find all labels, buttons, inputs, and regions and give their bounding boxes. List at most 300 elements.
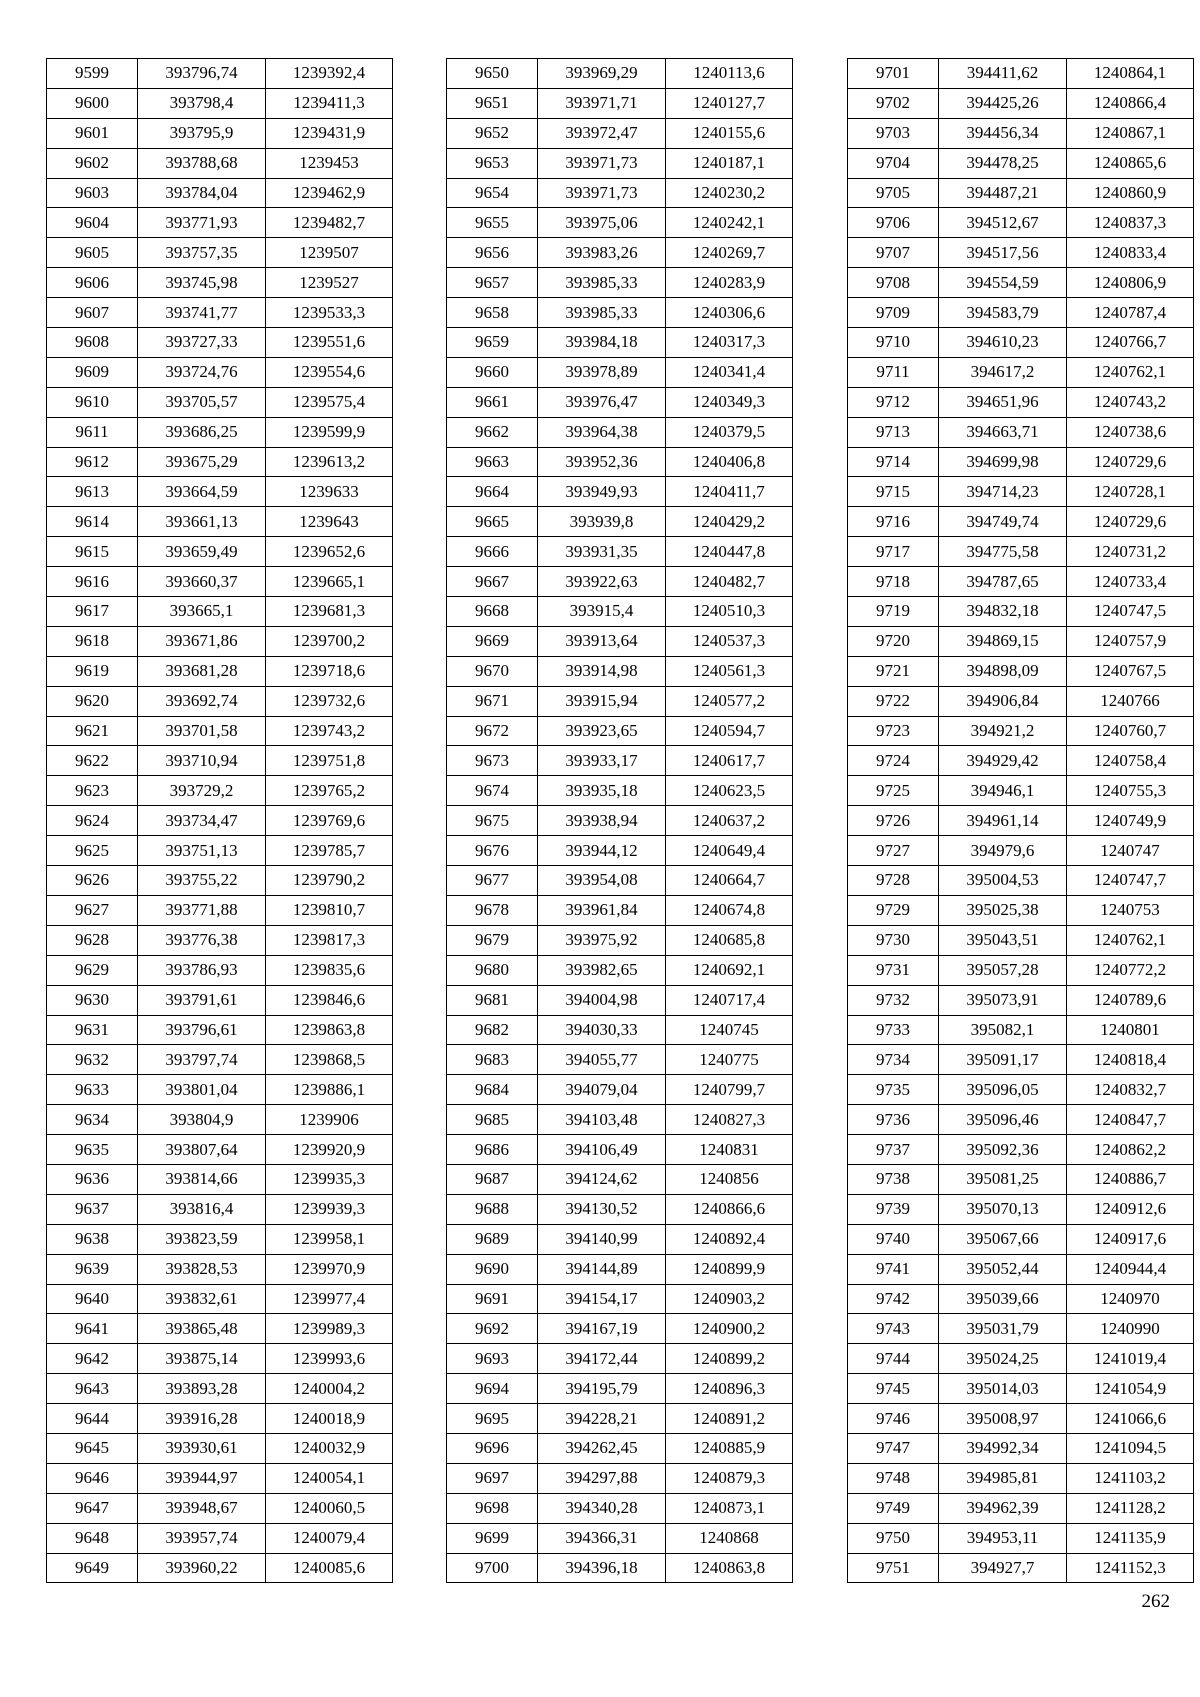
x-coordinate-cell: 394195,79 [538, 1374, 666, 1404]
table-row [47, 1374, 393, 1404]
point-number-cell: 9657 [447, 268, 538, 298]
table-row [47, 1224, 393, 1254]
point-number-cell: 9687 [447, 1164, 538, 1194]
point-number-cell: 9654 [447, 178, 538, 208]
table-row [848, 626, 1194, 656]
y-coordinate-cell: 1240537,3 [666, 626, 793, 656]
y-coordinate-cell: 1241128,2 [1067, 1493, 1194, 1523]
x-coordinate-cell: 394832,18 [939, 597, 1067, 627]
point-number-cell: 9743 [848, 1314, 939, 1344]
y-coordinate-cell: 1240885,9 [666, 1433, 793, 1463]
table-row [848, 925, 1194, 955]
y-coordinate-cell: 1240269,7 [666, 238, 793, 268]
point-number-cell: 9688 [447, 1194, 538, 1224]
x-coordinate-cell: 394004,98 [538, 985, 666, 1015]
table-row [848, 656, 1194, 686]
y-coordinate-cell: 1240900,2 [666, 1314, 793, 1344]
x-coordinate-cell: 393985,33 [538, 298, 666, 328]
point-number-cell: 9744 [848, 1344, 939, 1374]
y-coordinate-cell: 1239935,3 [266, 1164, 393, 1194]
table-row [447, 1284, 793, 1314]
point-number-cell: 9656 [447, 238, 538, 268]
table-row [47, 59, 393, 89]
x-coordinate-cell: 393675,29 [138, 447, 266, 477]
y-coordinate-cell: 1241135,9 [1067, 1523, 1194, 1553]
point-number-cell: 9601 [47, 118, 138, 148]
y-coordinate-cell: 1240892,4 [666, 1224, 793, 1254]
x-coordinate-cell: 393960,22 [138, 1553, 266, 1583]
y-coordinate-cell: 1239527 [266, 268, 393, 298]
y-coordinate-cell: 1239482,7 [266, 208, 393, 238]
point-number-cell: 9694 [447, 1374, 538, 1404]
y-coordinate-cell: 1240767,5 [1067, 656, 1194, 686]
x-coordinate-cell: 393796,61 [138, 1015, 266, 1045]
point-number-cell: 9663 [447, 447, 538, 477]
y-coordinate-cell: 1240728,1 [1067, 477, 1194, 507]
table-row [848, 507, 1194, 537]
x-coordinate-cell: 393804,9 [138, 1105, 266, 1135]
y-coordinate-cell: 1241103,2 [1067, 1463, 1194, 1493]
table-row [47, 1284, 393, 1314]
y-coordinate-cell: 1240685,8 [666, 925, 793, 955]
table-row [848, 59, 1194, 89]
y-coordinate-cell: 1240747 [1067, 836, 1194, 866]
table-row [447, 776, 793, 806]
y-coordinate-cell: 1239906 [266, 1105, 393, 1135]
y-coordinate-cell: 1239652,6 [266, 537, 393, 567]
x-coordinate-cell: 393944,97 [138, 1463, 266, 1493]
point-number-cell: 9697 [447, 1463, 538, 1493]
x-coordinate-cell: 393935,18 [538, 776, 666, 806]
table-row [447, 1433, 793, 1463]
x-coordinate-cell: 395024,25 [939, 1344, 1067, 1374]
table-row [848, 537, 1194, 567]
y-coordinate-cell: 1239681,3 [266, 597, 393, 627]
y-coordinate-cell: 1240944,4 [1067, 1254, 1194, 1284]
table-row [447, 1075, 793, 1105]
point-number-cell: 9713 [848, 417, 939, 447]
point-number-cell: 9653 [447, 148, 538, 178]
point-number-cell: 9622 [47, 746, 138, 776]
point-number-cell: 9662 [447, 417, 538, 447]
point-number-cell: 9745 [848, 1374, 939, 1404]
table-row [848, 1344, 1194, 1374]
table-row [447, 597, 793, 627]
table-row [447, 507, 793, 537]
point-number-cell: 9645 [47, 1433, 138, 1463]
y-coordinate-cell: 1240801 [1067, 1015, 1194, 1045]
point-number-cell: 9741 [848, 1254, 939, 1284]
y-coordinate-cell: 1240866,4 [1067, 88, 1194, 118]
y-coordinate-cell: 1239868,5 [266, 1045, 393, 1075]
x-coordinate-cell: 394554,59 [939, 268, 1067, 298]
y-coordinate-cell: 1240447,8 [666, 537, 793, 567]
point-number-cell: 9630 [47, 985, 138, 1015]
table-row [447, 1194, 793, 1224]
y-coordinate-cell: 1239863,8 [266, 1015, 393, 1045]
y-coordinate-cell: 1239970,9 [266, 1254, 393, 1284]
y-coordinate-cell: 1240903,2 [666, 1284, 793, 1314]
y-coordinate-cell: 1239886,1 [266, 1075, 393, 1105]
table-row [47, 208, 393, 238]
table-row [47, 178, 393, 208]
coordinate-table-body [447, 59, 793, 1583]
x-coordinate-cell: 394425,26 [939, 88, 1067, 118]
point-number-cell: 9701 [848, 59, 939, 89]
x-coordinate-cell: 393971,73 [538, 148, 666, 178]
y-coordinate-cell: 1240738,6 [1067, 417, 1194, 447]
x-coordinate-cell: 393832,61 [138, 1284, 266, 1314]
x-coordinate-cell: 393984,18 [538, 328, 666, 358]
table-row [848, 208, 1194, 238]
x-coordinate-cell: 393922,63 [538, 567, 666, 597]
y-coordinate-cell: 1239665,1 [266, 567, 393, 597]
point-number-cell: 9632 [47, 1045, 138, 1075]
x-coordinate-cell: 394130,52 [538, 1194, 666, 1224]
table-row [447, 656, 793, 686]
table-row [447, 447, 793, 477]
point-number-cell: 9669 [447, 626, 538, 656]
y-coordinate-cell: 1240886,7 [1067, 1164, 1194, 1194]
y-coordinate-cell: 1239554,6 [266, 357, 393, 387]
y-coordinate-cell: 1240032,9 [266, 1433, 393, 1463]
point-number-cell: 9695 [447, 1404, 538, 1434]
x-coordinate-cell: 393931,35 [538, 537, 666, 567]
point-number-cell: 9637 [47, 1194, 138, 1224]
point-number-cell: 9610 [47, 387, 138, 417]
table-row [848, 1374, 1194, 1404]
y-coordinate-cell: 1240899,9 [666, 1254, 793, 1284]
x-coordinate-cell: 393915,94 [538, 686, 666, 716]
y-coordinate-cell: 1240867,1 [1067, 118, 1194, 148]
x-coordinate-cell: 394663,71 [939, 417, 1067, 447]
x-coordinate-cell: 395081,25 [939, 1164, 1067, 1194]
table-row [848, 1523, 1194, 1553]
table-row [47, 985, 393, 1015]
table-row [47, 925, 393, 955]
table-row [47, 1344, 393, 1374]
table-row [848, 1224, 1194, 1254]
x-coordinate-cell: 394992,34 [939, 1433, 1067, 1463]
point-number-cell: 9641 [47, 1314, 138, 1344]
y-coordinate-cell: 1240060,5 [266, 1493, 393, 1523]
y-coordinate-cell: 1240747,5 [1067, 597, 1194, 627]
table-row [447, 1045, 793, 1075]
table-row [447, 866, 793, 896]
y-coordinate-cell: 1240832,7 [1067, 1075, 1194, 1105]
y-coordinate-cell: 1240729,6 [1067, 447, 1194, 477]
table-row [447, 118, 793, 148]
x-coordinate-cell: 393757,35 [138, 238, 266, 268]
x-coordinate-cell: 394961,14 [939, 806, 1067, 836]
point-number-cell: 9704 [848, 148, 939, 178]
table-row [848, 1075, 1194, 1105]
x-coordinate-cell: 395052,44 [939, 1254, 1067, 1284]
table-row [447, 1015, 793, 1045]
point-number-cell: 9749 [848, 1493, 939, 1523]
table-row [447, 178, 793, 208]
table-row [848, 776, 1194, 806]
point-number-cell: 9648 [47, 1523, 138, 1553]
table-row [47, 955, 393, 985]
y-coordinate-cell: 1240674,8 [666, 895, 793, 925]
x-coordinate-cell: 393741,77 [138, 298, 266, 328]
x-coordinate-cell: 394340,28 [538, 1493, 666, 1523]
table-row [447, 477, 793, 507]
x-coordinate-cell: 393681,28 [138, 656, 266, 686]
x-coordinate-cell: 393964,38 [538, 417, 666, 447]
x-coordinate-cell: 393914,98 [538, 656, 666, 686]
point-number-cell: 9676 [447, 836, 538, 866]
table-row [47, 1553, 393, 1583]
table-row [848, 1164, 1194, 1194]
x-coordinate-cell: 394583,79 [939, 298, 1067, 328]
table-row [47, 1314, 393, 1344]
point-number-cell: 9633 [47, 1075, 138, 1105]
y-coordinate-cell: 1239835,6 [266, 955, 393, 985]
table-row [447, 1164, 793, 1194]
table-row [47, 118, 393, 148]
point-number-cell: 9607 [47, 298, 138, 328]
point-number-cell: 9619 [47, 656, 138, 686]
x-coordinate-cell: 393971,71 [538, 88, 666, 118]
point-number-cell: 9698 [447, 1493, 538, 1523]
point-number-cell: 9634 [47, 1105, 138, 1135]
x-coordinate-cell: 393771,88 [138, 895, 266, 925]
y-coordinate-cell: 1240766 [1067, 686, 1194, 716]
x-coordinate-cell: 393913,64 [538, 626, 666, 656]
x-coordinate-cell: 395082,1 [939, 1015, 1067, 1045]
x-coordinate-cell: 393724,76 [138, 357, 266, 387]
point-number-cell: 9606 [47, 268, 138, 298]
y-coordinate-cell: 1240747,7 [1067, 866, 1194, 896]
x-coordinate-cell: 393923,65 [538, 716, 666, 746]
x-coordinate-cell: 393975,92 [538, 925, 666, 955]
point-number-cell: 9679 [447, 925, 538, 955]
table-row [848, 1433, 1194, 1463]
table-row [848, 1493, 1194, 1523]
x-coordinate-cell: 394953,11 [939, 1523, 1067, 1553]
coordinate-table-2 [446, 58, 793, 1583]
point-number-cell: 9738 [848, 1164, 939, 1194]
y-coordinate-cell: 1240799,7 [666, 1075, 793, 1105]
table-row [447, 1254, 793, 1284]
y-coordinate-cell: 1240054,1 [266, 1463, 393, 1493]
table-row [447, 1493, 793, 1523]
x-coordinate-cell: 395096,05 [939, 1075, 1067, 1105]
x-coordinate-cell: 393661,13 [138, 507, 266, 537]
point-number-cell: 9721 [848, 656, 939, 686]
x-coordinate-cell: 393949,93 [538, 477, 666, 507]
y-coordinate-cell: 1240230,2 [666, 178, 793, 208]
table-row [447, 836, 793, 866]
point-number-cell: 9628 [47, 925, 138, 955]
point-number-cell: 9720 [848, 626, 939, 656]
y-coordinate-cell: 1240749,9 [1067, 806, 1194, 836]
table-row [447, 1404, 793, 1434]
table-row [47, 507, 393, 537]
y-coordinate-cell: 1239507 [266, 238, 393, 268]
x-coordinate-cell: 393893,28 [138, 1374, 266, 1404]
point-number-cell: 9715 [848, 477, 939, 507]
x-coordinate-cell: 394946,1 [939, 776, 1067, 806]
y-coordinate-cell: 1240831 [666, 1135, 793, 1165]
point-number-cell: 9735 [848, 1075, 939, 1105]
x-coordinate-cell: 394297,88 [538, 1463, 666, 1493]
x-coordinate-cell: 393727,33 [138, 328, 266, 358]
point-number-cell: 9667 [447, 567, 538, 597]
y-coordinate-cell: 1240018,9 [266, 1404, 393, 1434]
point-number-cell: 9726 [848, 806, 939, 836]
x-coordinate-cell: 394979,6 [939, 836, 1067, 866]
table-row [47, 537, 393, 567]
x-coordinate-cell: 394124,62 [538, 1164, 666, 1194]
x-coordinate-cell: 393801,04 [138, 1075, 266, 1105]
table-row [848, 985, 1194, 1015]
y-coordinate-cell: 1240745 [666, 1015, 793, 1045]
y-coordinate-cell: 1240577,2 [666, 686, 793, 716]
y-coordinate-cell: 1240755,3 [1067, 776, 1194, 806]
x-coordinate-cell: 393659,49 [138, 537, 266, 567]
y-coordinate-cell: 1239453 [266, 148, 393, 178]
y-coordinate-cell: 1239920,9 [266, 1135, 393, 1165]
x-coordinate-cell: 394154,17 [538, 1284, 666, 1314]
point-number-cell: 9750 [848, 1523, 939, 1553]
y-coordinate-cell: 1239533,3 [266, 298, 393, 328]
y-coordinate-cell: 1240847,7 [1067, 1105, 1194, 1135]
point-number-cell: 9664 [447, 477, 538, 507]
table-row [47, 1194, 393, 1224]
x-coordinate-cell: 394396,18 [538, 1553, 666, 1583]
table-row [447, 208, 793, 238]
y-coordinate-cell: 1239977,4 [266, 1284, 393, 1314]
point-number-cell: 9624 [47, 806, 138, 836]
table-row [47, 1045, 393, 1075]
table-row [848, 1194, 1194, 1224]
table-row [447, 238, 793, 268]
x-coordinate-cell: 393938,94 [538, 806, 666, 836]
point-number-cell: 9681 [447, 985, 538, 1015]
point-number-cell: 9717 [848, 537, 939, 567]
y-coordinate-cell: 1240085,6 [266, 1553, 393, 1583]
table-row [848, 1015, 1194, 1045]
point-number-cell: 9709 [848, 298, 939, 328]
point-number-cell: 9725 [848, 776, 939, 806]
x-coordinate-cell: 393971,73 [538, 178, 666, 208]
point-number-cell: 9640 [47, 1284, 138, 1314]
point-number-cell: 9680 [447, 955, 538, 985]
x-coordinate-cell: 393985,33 [538, 268, 666, 298]
point-number-cell: 9689 [447, 1224, 538, 1254]
table-row [447, 537, 793, 567]
point-number-cell: 9719 [848, 597, 939, 627]
point-number-cell: 9696 [447, 1433, 538, 1463]
table-row [447, 567, 793, 597]
x-coordinate-cell: 394699,98 [939, 447, 1067, 477]
y-coordinate-cell: 1240187,1 [666, 148, 793, 178]
table-row [848, 866, 1194, 896]
y-coordinate-cell: 1240733,4 [1067, 567, 1194, 597]
point-number-cell: 9617 [47, 597, 138, 627]
table-row [848, 836, 1194, 866]
point-number-cell: 9700 [447, 1553, 538, 1583]
y-coordinate-cell: 1240864,1 [1067, 59, 1194, 89]
x-coordinate-cell: 393665,1 [138, 597, 266, 627]
point-number-cell: 9692 [447, 1314, 538, 1344]
x-coordinate-cell: 394898,09 [939, 656, 1067, 686]
coordinate-table-3 [847, 58, 1194, 1583]
y-coordinate-cell: 1239599,9 [266, 417, 393, 447]
table-row [47, 806, 393, 836]
x-coordinate-cell: 393729,2 [138, 776, 266, 806]
point-number-cell: 9705 [848, 178, 939, 208]
table-row [47, 597, 393, 627]
point-number-cell: 9748 [848, 1463, 939, 1493]
x-coordinate-cell: 393969,29 [538, 59, 666, 89]
y-coordinate-cell: 1239613,2 [266, 447, 393, 477]
x-coordinate-cell: 393939,8 [538, 507, 666, 537]
table-row [447, 985, 793, 1015]
y-coordinate-cell: 1240753 [1067, 895, 1194, 925]
x-coordinate-cell: 393816,4 [138, 1194, 266, 1224]
point-number-cell: 9600 [47, 88, 138, 118]
table-row [47, 656, 393, 686]
y-coordinate-cell: 1239810,7 [266, 895, 393, 925]
y-coordinate-cell: 1241054,9 [1067, 1374, 1194, 1404]
coordinate-table-1 [46, 58, 393, 1583]
point-number-cell: 9658 [447, 298, 538, 328]
table-row [848, 447, 1194, 477]
point-number-cell: 9673 [447, 746, 538, 776]
table-row [447, 417, 793, 447]
y-coordinate-cell: 1240594,7 [666, 716, 793, 746]
x-coordinate-cell: 394985,81 [939, 1463, 1067, 1493]
point-number-cell: 9739 [848, 1194, 939, 1224]
x-coordinate-cell: 393875,14 [138, 1344, 266, 1374]
table-row [447, 1523, 793, 1553]
point-number-cell: 9724 [848, 746, 939, 776]
point-number-cell: 9747 [848, 1433, 939, 1463]
point-number-cell: 9614 [47, 507, 138, 537]
table-row [447, 1135, 793, 1165]
table-row [848, 238, 1194, 268]
table-row [848, 1045, 1194, 1075]
x-coordinate-cell: 393828,53 [138, 1254, 266, 1284]
table-row [848, 895, 1194, 925]
y-coordinate-cell: 1239993,6 [266, 1344, 393, 1374]
y-coordinate-cell: 1239790,2 [266, 866, 393, 896]
table-row [447, 806, 793, 836]
y-coordinate-cell: 1240766,7 [1067, 328, 1194, 358]
y-coordinate-cell: 1240406,8 [666, 447, 793, 477]
y-coordinate-cell: 1240762,1 [1067, 357, 1194, 387]
x-coordinate-cell: 395070,13 [939, 1194, 1067, 1224]
table-row [47, 776, 393, 806]
y-coordinate-cell: 1240860,9 [1067, 178, 1194, 208]
x-coordinate-cell: 393865,48 [138, 1314, 266, 1344]
x-coordinate-cell: 393972,47 [538, 118, 666, 148]
point-number-cell: 9711 [848, 357, 939, 387]
point-number-cell: 9730 [848, 925, 939, 955]
x-coordinate-cell: 394478,25 [939, 148, 1067, 178]
y-coordinate-cell: 1240717,4 [666, 985, 793, 1015]
table-row [848, 178, 1194, 208]
y-coordinate-cell: 1240341,4 [666, 357, 793, 387]
point-number-cell: 9677 [447, 866, 538, 896]
x-coordinate-cell: 393948,67 [138, 1493, 266, 1523]
point-number-cell: 9626 [47, 866, 138, 896]
x-coordinate-cell: 393983,26 [538, 238, 666, 268]
